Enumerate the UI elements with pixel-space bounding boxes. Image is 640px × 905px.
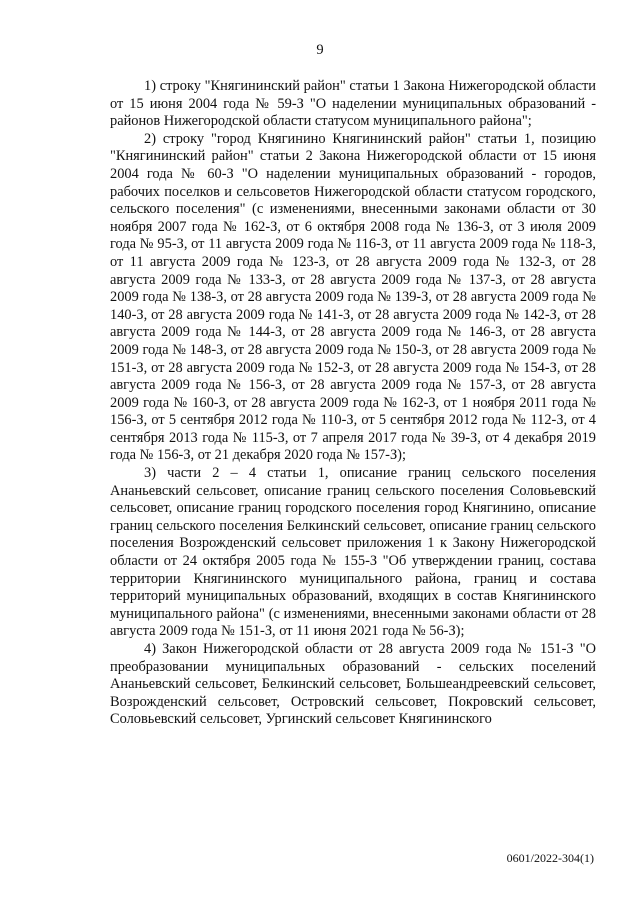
paragraph-item-1: 1) строку "Княгининский район" статьи 1 Закона Нижегородской области от 15 июня 2004 года № 59-З "О наделении муниципальных образований - районов Нижегородской области статусом муниципального района"; (110, 78, 596, 130)
paragraph-item-2: 2) строку "город Княгинино Княгининский район" статьи 1, позицию "Княгининский район" статьи 2 Закона Нижегородской области от 15 июня 2004 года № 60-З "О наделении муниципальных образований - городов, рабочих поселков и сельсоветов Нижегородской области статусом городского, сельского поселения" (с изменениями, внесенными законами области от 30 ноября 2007 года № 162-З, от 6 октября 2008 года № 136-З, от 3 июля 2009 года № 95-З, от 11 августа 2009 года № 116-З, от 11 августа 2009 года № 118-З, от 11 августа 2009 года № 123-З, от 28 августа 2009 года № 132-З, от 28 августа 2009 года № 133-З, от 28 августа 2009 года № 137-З, от 28 августа 2009 года № 138-З, от 28 августа 2009 года № 139-З, от 28 августа 2009 года № 140-З, от 28 августа 2009 года № 141-З, от 28 августа 2009 года № 142-З, от 28 августа 2009 года № 144-З, от 28 августа 2009 года № 146-З, от 28 августа 2009 года № 148-З, от 28 августа 2009 года № 150-З, от 28 августа 2009 года № 151-З, от 28 августа 2009 года № 152-З, от 28 августа 2009 года № 154-З, от 28 августа 2009 года № 156-З, от 28 августа 2009 года № 157-З, от 28 августа 2009 года № 160-З, от 28 августа 2009 года № 162-З, от 1 ноября 2011 года № 156-З, от 5 сентября 2012 года № 110-З, от 5 сентября 2012 года № 112-З, от 4 сентября 2013 года № 115-З, от 7 апреля 2017 года № 39-З, от 4 декабря 2019 года № 156-З, от 21 декабря 2020 года № 157-З); (110, 130, 596, 464)
paragraph-item-4: 4) Закон Нижегородской области от 28 августа 2009 года № 151-З "О преобразовании муниципальных образований - сельских поселений Ананьевский сельсовет, Белкинский сельсовет, Большеандреевский сельсовет, Возрожденский сельсовет, Островский сельсовет, Покровский сельсовет, Соловьевский сельсовет, Ургинский сельсовет Княгининского (110, 641, 596, 728)
document-body (110, 78, 596, 729)
paragraph-item-3: 3) части 2 – 4 статьи 1, описание границ сельского поселения Ананьевский сельсовет, описание границ сельского поселения Соловьевский сельсовет, описание границ городского поселения город Княгинино, описание границ сельского поселения Белкинский сельсовет, описание границ сельского поселения Возрожденский сельсовет приложения 1 к Закону Нижегородской области от 24 октября 2005 года № 155-З "Об утверждении границ, состава территории Княгининского муниципального района, границ и состава территорий муниципальных образований, входящих в состав Княгининского муниципального района" (с изменениями, внесенными законами области от 28 августа 2009 года № 151-З, от 11 июня 2021 года № 56-З); (110, 465, 596, 640)
document-code: 0601/2022-304(1) (506, 851, 594, 865)
page-number: 9 (316, 42, 324, 58)
